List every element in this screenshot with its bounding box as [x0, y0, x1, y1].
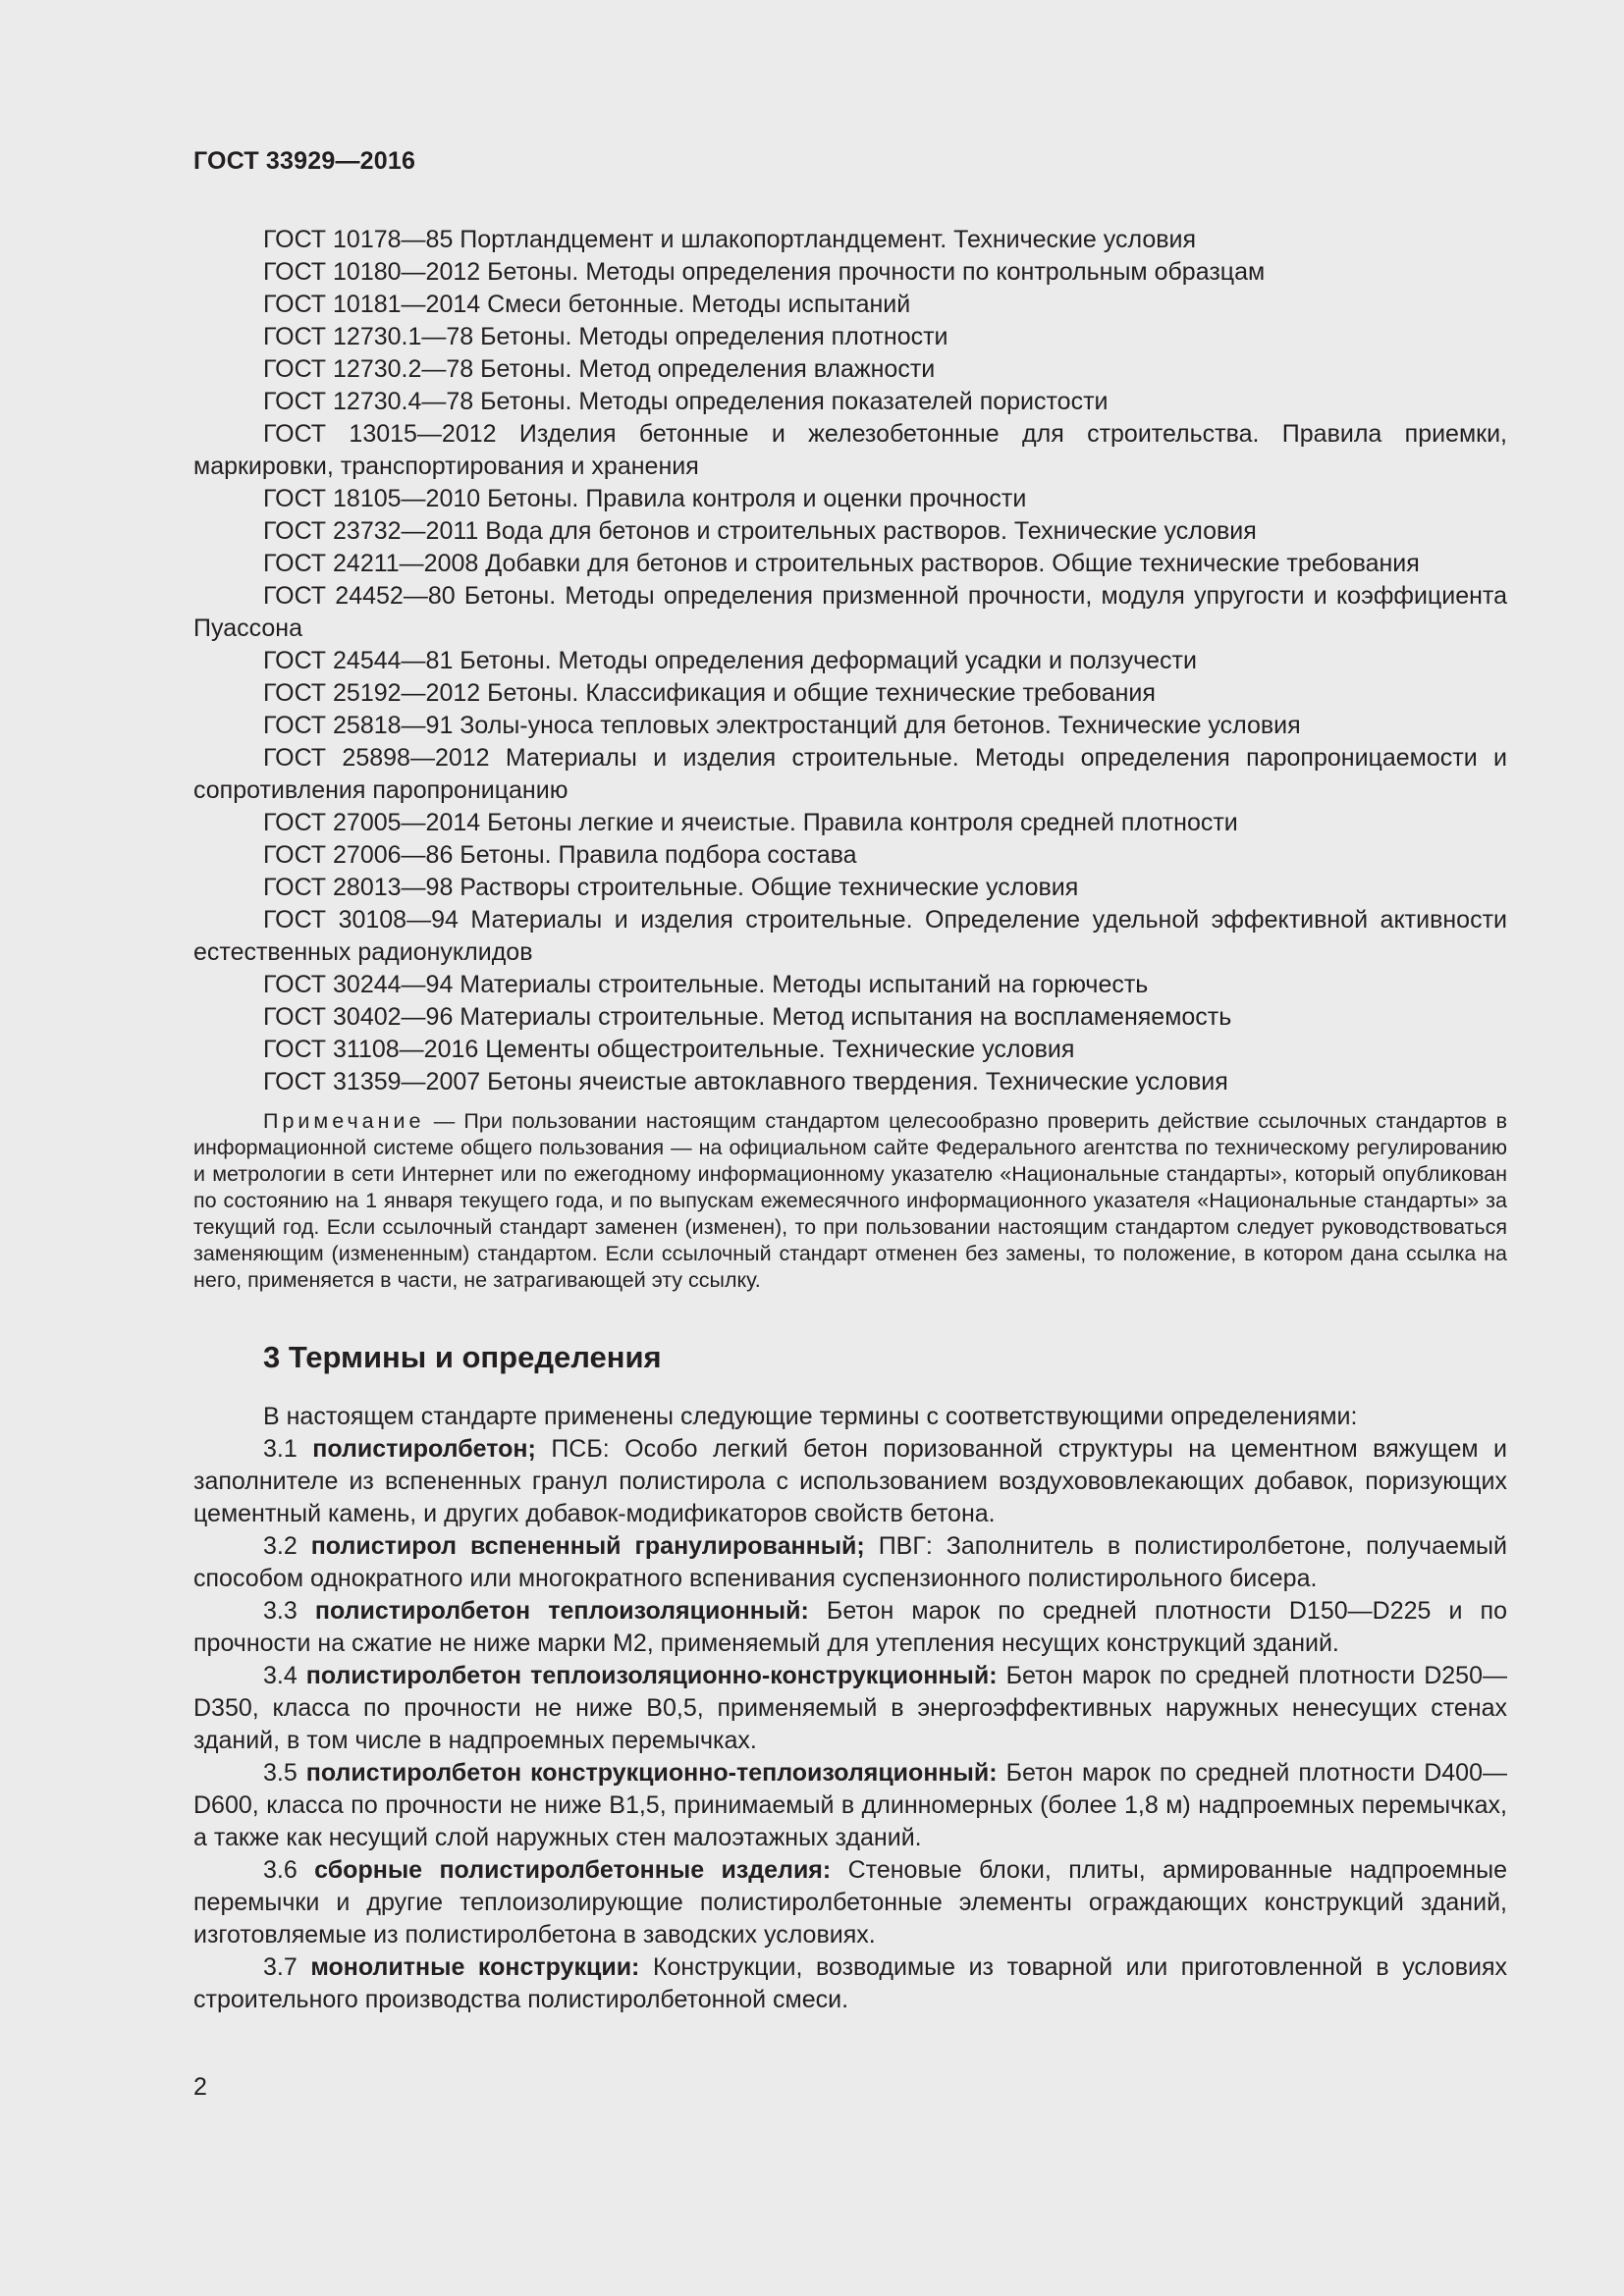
term-number: 3.3: [263, 1597, 315, 1625]
term-text: Бетон марок по средней плотности D400—D600, класса по прочности не ниже В1,5, принимаемый в длинномерных (более 1,8 м) надпроемных перемычках, а также как несущий слой наружных стен малоэтажных зданий.: [193, 1759, 1507, 1851]
term-text: Конструкции, возводимые из товарной или приготовленной в условиях строительного производства полистиролбетонной смеси.: [193, 1953, 1507, 2013]
term-definition: [193, 1433, 1507, 1530]
reference-item: ГОСТ 30108—94 Материалы и изделия строительные. Определение удельной эффективной активности естественных радионуклидов: [193, 906, 1507, 966]
note-text: — При пользовании настоящим стандартом целесообразно проверить действие ссылочных стандартов в информационной системе общего пользования — на официальном сайте Федерального агентства по техническому регулированию и метрологии в сети Интернет или по ежегодному информационному указателю «Национальные стандарты», который опубликован по состоянию на 1 января текущего года, и по выпускам ежемесячного информационного указателя «Национальные стандарты» за текущий год. Если ссылочный стандарт заменен (изменен), то при пользовании настоящим стандартом следует руководствоваться заменяющим (измененным) стандартом. Если ссылочный стандарт отменен без замены, то положение, в котором дана ссылка на него, применяется в части, не затрагивающей эту ссылку.: [193, 1109, 1507, 1292]
reference-item: ГОСТ 12730.1—78 Бетоны. Методы определения плотности: [263, 323, 948, 350]
reference-item: ГОСТ 27005—2014 Бетоны легкие и ячеистые. Правила контроля средней плотности: [263, 809, 1238, 836]
term-definition: [193, 1660, 1507, 1757]
term-definition: [193, 1757, 1507, 1854]
note-label: Примечание: [263, 1109, 425, 1133]
reference-item: ГОСТ 24544—81 Бетоны. Методы определения деформаций усадки и ползучести: [263, 647, 1197, 674]
term-name: полистиролбетон конструкционно-теплоизоляционный:: [305, 1759, 998, 1787]
document-body: [193, 224, 1507, 2016]
reference-item: ГОСТ 28013—98 Растворы строительные. Общие технические условия: [263, 874, 1079, 901]
reference-item: ГОСТ 10180—2012 Бетоны. Методы определения прочности по контрольным образцам: [263, 258, 1266, 286]
reference-item: ГОСТ 27006—86 Бетоны. Правила подбора состава: [263, 841, 857, 869]
term-name: полистиролбетон теплоизоляционный:: [314, 1597, 809, 1625]
reference-item: ГОСТ 10178—85 Портландцемент и шлакопортландцемент. Технические условия: [263, 226, 1197, 253]
term-text: ПСБ: Особо легкий бетон поризованной структуры на цементном вяжущем и заполнителе из вспененных гранул полистирола с использованием воздухововлекающих добавок, поризующих цементный камень, и других добавок-модификаторов свойств бетона.: [193, 1435, 1507, 1527]
reference-item: ГОСТ 31108—2016 Цементы общестроительные. Технические условия: [263, 1036, 1075, 1063]
term-definition: [193, 1530, 1507, 1595]
reference-item: ГОСТ 18105—2010 Бетоны. Правила контроля и оценки прочности: [263, 485, 1027, 512]
note-paragraph: [193, 1108, 1507, 1294]
reference-item: ГОСТ 13015—2012 Изделия бетонные и железобетонные для строительства. Правила приемки, маркировки, транспортирования и хранения: [193, 420, 1507, 480]
term-text: ПВГ: Заполнитель в полистиролбетоне, получаемый способом однократного или многократного вспенивания суспензионного полистирольного бисера.: [193, 1532, 1507, 1592]
reference-item: ГОСТ 30244—94 Материалы строительные. Методы испытаний на горючесть: [263, 971, 1149, 998]
section-intro: В настоящем стандарте применены следующие термины с соответствующими определениями:: [263, 1403, 1358, 1430]
term-definition: [193, 1854, 1507, 1951]
page-number: 2: [193, 2073, 207, 2101]
term-text: Стеновые блоки, плиты, армированные надпроемные перемычки и другие теплоизолирующие полистиролбетонные элементы ограждающих конструкций зданий, изготовляемые из полистиролбетона в заводских условиях.: [193, 1856, 1507, 1949]
term-text: Бетон марок по средней плотности D250—D350, класса по прочности не ниже В0,5, применяемый в энергоэффективных наружных ненесущих стенах зданий, в том числе в надпроемных перемычках.: [193, 1662, 1507, 1754]
reference-item: ГОСТ 23732—2011 Вода для бетонов и строительных растворов. Технические условия: [263, 517, 1257, 545]
term-name: монолитные конструкции:: [310, 1953, 640, 1981]
term-definition: [193, 1595, 1507, 1660]
reference-item: ГОСТ 12730.4—78 Бетоны. Методы определения показателей пористости: [263, 388, 1109, 415]
term-definition: [193, 1951, 1507, 2016]
term-number: 3.1: [263, 1435, 313, 1463]
reference-item: ГОСТ 25818—91 Золы-уноса тепловых электростанций для бетонов. Технические условия: [263, 712, 1301, 739]
reference-item: ГОСТ 10181—2014 Смеси бетонные. Методы испытаний: [263, 291, 911, 318]
document-header: ГОСТ 33929—2016: [193, 147, 416, 175]
term-number: 3.2: [263, 1532, 311, 1560]
term-name: сборные полистиролбетонные изделия:: [314, 1856, 832, 1884]
term-name: полистирол вспененный гранулированный;: [310, 1532, 865, 1560]
reference-item: ГОСТ 25192—2012 Бетоны. Классификация и общие технические требования: [263, 679, 1156, 707]
term-name: полистиролбетон;: [312, 1435, 536, 1463]
reference-item: ГОСТ 24211—2008 Добавки для бетонов и строительных растворов. Общие технические требования: [263, 550, 1420, 577]
section-title: 3 Термины и определения: [263, 1340, 662, 1374]
term-text: Бетон марок по средней плотности D150—D225 и по прочности на сжатие не ниже марки М2, применяемый для утепления несущих конструкций зданий.: [193, 1597, 1507, 1657]
reference-item: ГОСТ 25898—2012 Материалы и изделия строительные. Методы определения паропроницаемости и сопротивления паропроницанию: [193, 744, 1507, 804]
term-number: 3.5: [263, 1759, 306, 1787]
term-number: 3.4: [263, 1662, 306, 1689]
reference-item: ГОСТ 31359—2007 Бетоны ячеистые автоклавного твердения. Технические условия: [263, 1068, 1228, 1095]
term-number: 3.6: [263, 1856, 315, 1884]
reference-item: ГОСТ 12730.2—78 Бетоны. Метод определения влажности: [263, 355, 936, 383]
term-number: 3.7: [263, 1953, 311, 1981]
references-list: [193, 224, 1507, 1098]
term-name: полистиролбетон теплоизоляционно-конструкционный:: [305, 1662, 998, 1689]
reference-item: ГОСТ 30402—96 Материалы строительные. Метод испытания на воспламеняемость: [263, 1003, 1232, 1031]
reference-item: ГОСТ 24452—80 Бетоны. Методы определения призменной прочности, модуля упругости и коэффициента Пуассона: [193, 582, 1507, 642]
